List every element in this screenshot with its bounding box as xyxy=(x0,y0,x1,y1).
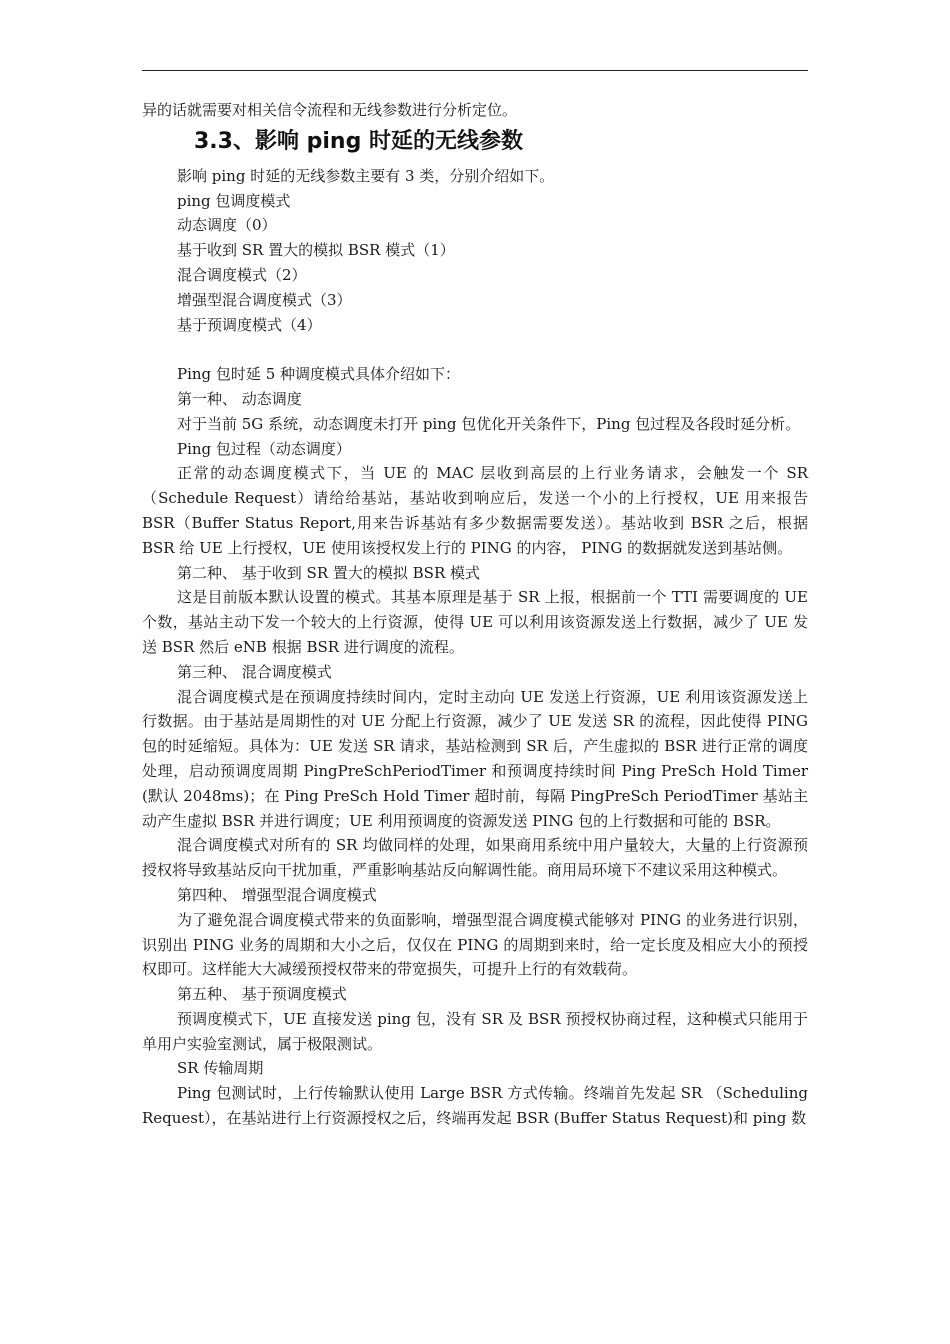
mode1-heading: 第一种、 动态调度 xyxy=(177,389,302,408)
sr-period-paragraph: Ping 包测试时，上行传输默认使用 Large BSR 方式传输。终端首先发起 SR （Scheduling Request），在基站进行上行资源授权之后，终端再发起 BSR (Buffer Status Request)和 ping 数 xyxy=(142,1084,808,1128)
blank-line xyxy=(142,337,808,362)
mode4-heading: 第四种、 增强型混合调度模式 xyxy=(177,885,377,904)
mode-list-title: ping 包调度模式 xyxy=(177,191,291,210)
mode1-process-paragraph: 正常的动态调度模式下，当 UE 的 MAC 层收到高层的上行业务请求，会触发一个 SR（Schedule Request）请给给基站，基站收到响应后，发送一个小的上行授权，UE 用来报告 BSR（Buffer Status Report,用来告诉基站有多少数据需要发送）。基站收到 BSR 之后，根据 BSR 给 UE 上行授权，UE 使用该授权发上行的 PING 的内容， PING 的数据就发送到基站侧。 xyxy=(142,464,808,557)
summary-text: 影响 ping 时延的无线参数主要有 3 类，分别介绍如下。 xyxy=(177,166,555,185)
mode5-paragraph: 预调度模式下，UE 直接发送 ping 包，没有 SR 及 BSR 预授权协商过程，这种模式只能用于单用户实验室测试，属于极限测试。 xyxy=(142,1009,808,1053)
mode2-paragraph: 这是目前版本默认设置的模式。其基本原理是基于 SR 上报，根据前一个 TTI 需要调度的 UE 个数，基站主动下发一个较大的上行资源，使得 UE 可以利用该资源发送上行数据，减少了 UE 发送 BSR 然后 eNB 根据 BSR 进行调度的流程。 xyxy=(142,588,808,656)
mode-list-item: 基于收到 SR 置大的模拟 BSR 模式（1） xyxy=(177,241,455,260)
intro-line: 异的话就需要对相关信令流程和无线参数进行分析定位。 xyxy=(142,101,518,119)
mode3-note-paragraph: 混合调度模式对所有的 SR 均做同样的处理，如果商用系统中用户量较大，大量的上行资源预授权将导致基站反向干扰加重，严重影响基站反向解调性能。商用局环境下不建议采用这种模式。 xyxy=(142,836,808,880)
modes-intro: Ping 包时延 5 种调度模式具体介绍如下： xyxy=(177,365,461,384)
mode4-paragraph: 为了避免混合调度模式带来的负面影响，增强型混合调度模式能够对 PING 的业务进行识别，识别出 PING 业务的周期和大小之后，仅仅在 PING 的周期到来时，给一定长度及相应大小的预授权即可。这样能大大减缓预授权带来的带宽损失，可提升上行的有效载荷。 xyxy=(142,910,808,979)
mode2-heading: 第二种、 基于收到 SR 置大的模拟 BSR 模式 xyxy=(177,563,481,582)
mode-list-item: 混合调度模式（2） xyxy=(177,265,307,284)
mode5-heading: 第五种、 基于预调度模式 xyxy=(177,985,347,1004)
mode-list-item: 基于预调度模式（4） xyxy=(177,315,322,334)
mode3-paragraph: 混合调度模式是在预调度持续时间内，定时主动向 UE 发送上行资源，UE 利用该资源发送上行数据。由于基站是周期性的对 UE 分配上行资源，减少了 UE 发送 SR 的流程，因此使得 PING 包的时延缩短。具体为：UE 发送 SR 请求，基站检测到 SR 后，产生虚拟的 BSR 进行正常的调度处理，启动预调度周期 PingPreSchPeriodTimer 和预调度持续时间 Ping PreSch Hold Timer (默认 2048ms)；在 Ping PreSch Hold Timer 超时前，每隔 PingPreSch PeriodTimer 基站主动产生虚拟 BSR 并进行调度；UE 利用预调度的资源发送 PING 包的上行数据和可能的 BSR。 xyxy=(142,687,808,830)
mode1-paragraph: 对于当前 5G 系统，动态调度未打开 ping 包优化开关条件下，Ping 包过程及各段时延分析。 xyxy=(177,414,801,433)
sr-period-heading: SR 传输周期 xyxy=(177,1059,264,1078)
mode-list-item: 动态调度（0） xyxy=(177,216,277,235)
mode3-heading: 第三种、 混合调度模式 xyxy=(177,662,332,681)
document-body xyxy=(142,98,808,1131)
header-rule xyxy=(142,70,808,71)
mode1-subheading: Ping 包过程（动态调度） xyxy=(177,439,351,458)
section-heading: 3.3、影响 ping 时延的无线参数 xyxy=(194,128,523,154)
mode-list-item: 增强型混合调度模式（3） xyxy=(177,290,352,309)
